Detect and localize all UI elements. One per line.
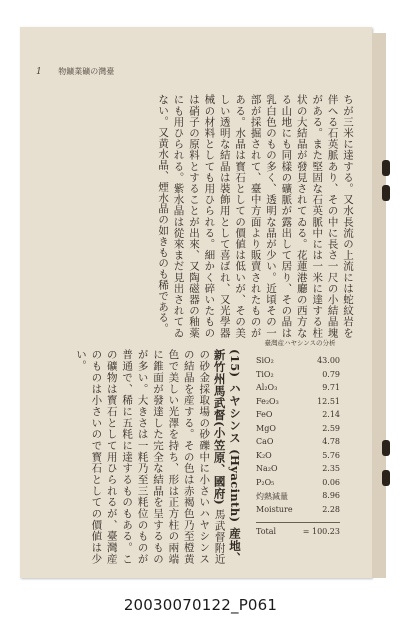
table-row [256, 437, 340, 449]
row-key: MgO [256, 423, 276, 433]
row-value: 0.06 [322, 477, 340, 487]
table-row [256, 478, 340, 490]
row-key: Al₂O₃ [256, 383, 278, 392]
table-row [256, 424, 340, 436]
lower-body-text [44, 349, 242, 564]
table-row [256, 491, 340, 503]
row-value: 8.96 [322, 491, 340, 500]
row-key: 灼熱減量 [256, 492, 288, 501]
row-value: 2.59 [322, 423, 340, 433]
upper-body-text: ちが三米に達する。又水長流の上流には蛇紋岩を伴へる石英脈あり、その中に長さ一尺の小結晶塊がある。また堅固な石英脈中には一米に達する柱状の大結晶が發見されてゐる。花蓮港廳の西方なる山地にも同樣の礦脈が露出して居り、その晶は乳白色のもの多く、透明な晶が少い。近頃その一部が採掘されて、臺中方面より販賣されたものがある。水晶は寳石としての價値は低いが、その美しい透明な結晶は裝飾用として喜ばれ、又光學器械の材料としても用ひられる。細かく碎いたものは硝子の原料とすることが出來、又陶磁器の釉薬にも用ひられる。紫水晶は從來まだ見出されてゐない。又黄水晶、煙水晶の如きものも稀である。 [157, 94, 354, 338]
binding-mark [382, 185, 390, 201]
table-caption: 臺灣産ハヤシンスの分析 [264, 339, 336, 347]
entry-title: (15) ハヤシンス (Hyacinth) 産地、新竹州馬武督(小笠原、國府) [212, 349, 242, 564]
row-value: 12.51 [317, 396, 340, 406]
row-value: 5.76 [322, 450, 340, 460]
next-page-edge [372, 33, 386, 578]
binding-mark [382, 160, 390, 176]
table-row [256, 383, 340, 395]
table-row [256, 370, 340, 382]
entry-text: 馬武督附近の砂金採取場の砂礫中に小さいハヤシンスの結晶を産する。その色は赤褐色乃至橙黄色で美しい光澤を持ち、形は正方柱の兩端に錐面が發達した完全な結晶を呈するものが多い。大きさは一粍乃至三粍位のものが普通で、稀に五粍に達するものもある。この礦物は寳石として用ひられるが、臺灣産のものは小さいので寳石としての價値は少い。 [74, 349, 226, 564]
row-value: 43.00 [317, 356, 340, 365]
page-number: 1 [36, 67, 42, 77]
row-key: CaO [256, 437, 274, 446]
row-key: K₂O [256, 450, 272, 460]
binding-mark [382, 440, 390, 456]
row-key: P₂O₅ [256, 477, 275, 487]
row-value: 9.71 [322, 383, 340, 392]
analysis-table [248, 338, 348, 548]
table-row [256, 356, 340, 368]
row-key: SiO₂ [256, 356, 274, 365]
image-id-label: 20030070122_P061 [123, 596, 278, 614]
running-header [36, 66, 132, 84]
binding-mark [382, 470, 390, 486]
row-key: FeO [256, 410, 273, 419]
table-total [256, 522, 340, 536]
table-row [256, 505, 340, 517]
running-title: 物鑛業礦の灣臺 [58, 67, 115, 76]
row-key: Fe₂O₃ [256, 396, 279, 406]
row-value: 4.78 [322, 437, 340, 446]
table-row [256, 397, 340, 409]
table-row [256, 464, 340, 476]
row-value: 2.28 [322, 504, 340, 514]
table-row [256, 451, 340, 463]
row-value: 0.79 [322, 369, 340, 379]
total-value: = 100.23 [302, 527, 340, 536]
row-key: TiO₂ [256, 369, 274, 379]
row-value: 2.14 [322, 410, 340, 419]
total-label: Total [256, 527, 277, 536]
row-key: Na₂O [256, 464, 278, 473]
row-value: 2.35 [322, 464, 340, 473]
row-key: Moisture [256, 504, 293, 514]
table-row [256, 410, 340, 422]
